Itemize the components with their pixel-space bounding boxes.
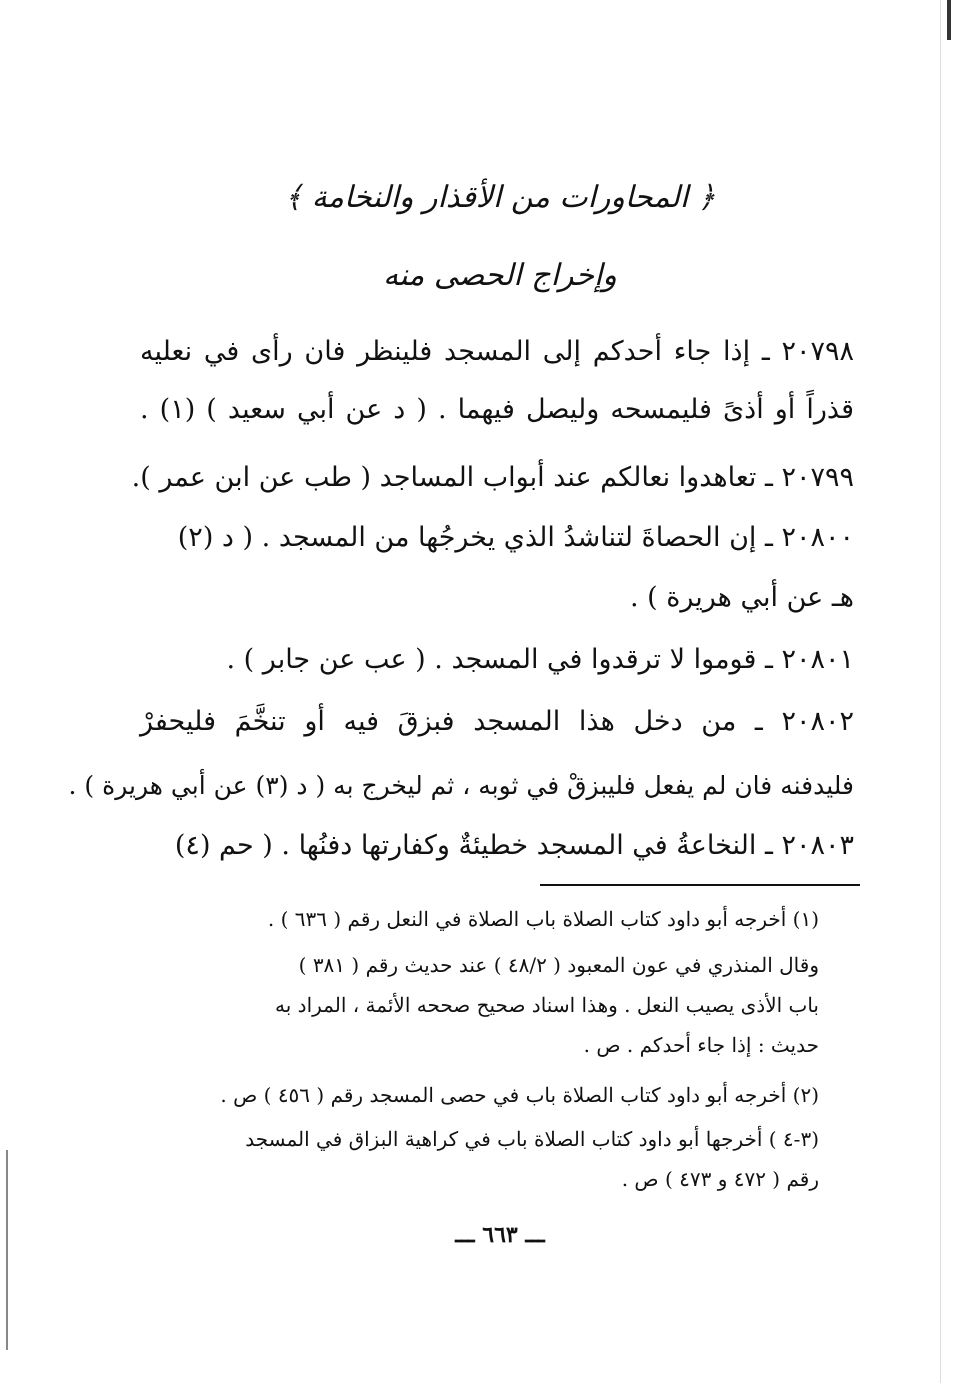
hadith-line: ٢٠٧٩٩ ـ تعاهدوا نعالكم عند أبواب المساجد ( طب عن ابن عمر ). — [131, 462, 854, 493]
scan-edge-mark — [947, 0, 951, 40]
footnote-line: وقال المنذري في عون المعبود ( ٤٨/٢ ) عند حديث رقم ( ٣٨١ ) — [298, 953, 819, 977]
hadith-line: ٢٠٧٩٨ ـ إذا جاء أحدكم إلى المسجد فلينظر فان رأى في نعليه — [140, 336, 854, 367]
hadith-line: هـ عن أبي هريرة ) . — [629, 582, 854, 613]
scan-edge-mark-left — [6, 1150, 8, 1350]
section-title: ﴿ المحاورات من الأقذار والنخامة ﴾ — [284, 180, 716, 215]
footnote-line: حديث : إذا جاء أحدكم . ص . — [583, 1033, 819, 1057]
hadith-line: ٢٠٨٠٣ ـ النخاعةُ في المسجد خطيئةٌ وكفارتها دفنُها . ( حم (٤) — [174, 830, 854, 861]
hadith-line: ٢٠٨٠٢ ـ من دخل هذا المسجد فبزقَ فيه أو تنخَّمَ فليحفرْ — [140, 706, 854, 737]
footnote-line: (١) أخرجه أبو داود كتاب الصلاة باب الصلاة في النعل رقم ( ٦٣٦ ) . — [267, 907, 819, 931]
scan-edge-line — [940, 0, 941, 1383]
footnote-line: (٢) أخرجه أبو داود كتاب الصلاة باب في حصى المسجد رقم ( ٤٥٦ ) ص . — [220, 1083, 819, 1107]
footnote-line: (٣-٤ ) أخرجها أبو داود كتاب الصلاة باب في كراهية البزاق في المسجد — [245, 1127, 819, 1151]
hadith-line: ٢٠٨٠١ ـ قوموا لا ترقدوا في المسجد . ( عب عن جابر ) . — [226, 644, 854, 675]
hadith-line: ٢٠٨٠٠ ـ إن الحصاةَ لتناشدُ الذي يخرجُها من المسجد . ( د (٢) — [177, 522, 854, 553]
hadith-line: فليدفنه فان لم يفعل فليبزقْ في ثوبه ، ثم ليخرج به ( د (٣) عن أبي هريرة ) . — [68, 771, 854, 800]
page-number: ـــ ٦٦٣ ـــ — [455, 1222, 545, 1248]
hadith-line: قذراً أو أذىً فليمسحه وليصل فيهما . ( د عن أبي سعيد ) (١) . — [140, 394, 854, 425]
section-subtitle: وإخراج الحصى منه — [383, 258, 617, 293]
footnote-divider — [540, 884, 860, 886]
footnote-line: باب الأذى يصيب النعل . وهذا اسناد صحيح صححه الأئمة ، المراد به — [275, 993, 819, 1017]
footnote-line: رقم ( ٤٧٢ و ٤٧٣ ) ص . — [621, 1167, 819, 1191]
